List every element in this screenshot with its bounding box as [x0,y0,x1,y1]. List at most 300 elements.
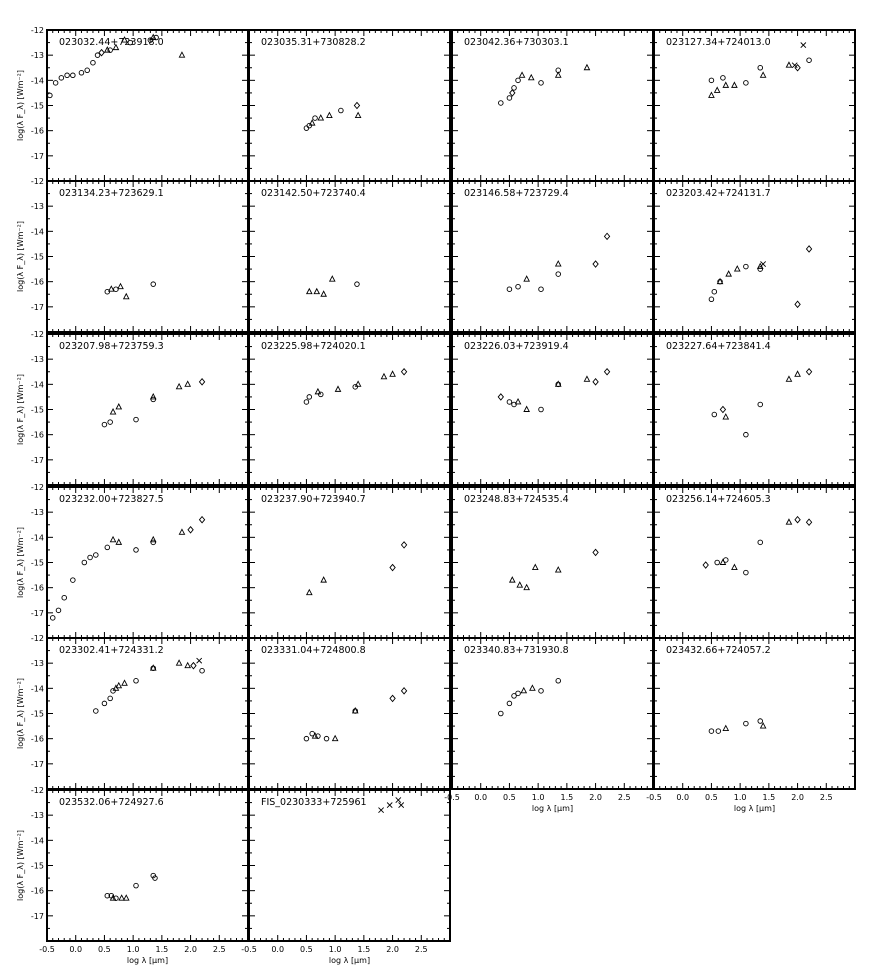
data-point-circle [353,385,358,390]
data-point-diamond [191,663,196,669]
series-cross [197,658,202,663]
series-triangle [307,577,327,595]
series-diamond [593,233,610,267]
series-triangle [312,708,357,741]
data-point-diamond [354,102,359,108]
data-point-triangle [723,726,728,731]
panel-frame [47,181,248,332]
panel-17 [31,634,248,789]
data-point-triangle [110,409,115,414]
panel-frame [654,638,855,789]
data-point-triangle [315,389,320,394]
data-point-triangle [116,404,121,409]
panel-frame [654,487,855,638]
data-point-triangle [786,376,791,381]
data-point-circle [715,560,720,565]
data-point-triangle [110,537,115,542]
panel-20 [646,638,855,802]
data-point-circle [539,81,544,86]
data-point-circle [313,116,318,121]
panel-title: 023248.83+724535.4 [464,494,569,505]
data-point-circle [318,392,323,397]
x-tick-label: 0.0 [271,945,285,954]
panel-8 [654,181,855,332]
data-point-triangle [185,663,190,668]
x-tick-label: 0.0 [676,793,690,802]
data-point-triangle [118,284,123,289]
data-point-circle [539,287,544,292]
series-diamond [401,369,406,375]
data-point-cross [801,43,806,48]
panel-frame [452,181,653,332]
y-tick-label: -17 [30,302,44,312]
data-point-cross [761,261,766,266]
y-tick-label: -12 [30,26,44,35]
data-point-circle [507,400,512,405]
y-tick-label: -14 [30,684,44,694]
data-point-circle [94,709,99,714]
data-point-circle [82,560,87,565]
data-point-triangle [735,266,740,271]
data-point-circle [304,126,309,131]
data-point-circle [507,96,512,101]
panel-22 [241,790,450,954]
series-triangle [307,276,335,296]
panel-frame [452,638,653,789]
y-tick-label: -14 [30,227,44,237]
data-point-circle [48,93,53,98]
panel-12 [654,334,855,485]
panel-frame [249,487,450,638]
y-tick-label: -16 [30,734,44,744]
data-point-triangle [519,72,524,77]
data-point-triangle [179,529,184,534]
series-diamond [703,517,812,569]
data-point-circle [88,555,93,560]
series-diamond [795,65,800,71]
series-triangle [521,685,535,693]
data-point-circle [71,73,76,78]
data-point-circle [79,70,84,75]
panel-frame [654,30,855,181]
data-point-circle [758,402,763,407]
data-point-triangle [314,289,319,294]
x-tick-label: 2.5 [414,945,428,954]
panel-13 [31,483,248,638]
data-point-circle [744,264,749,269]
y-tick-label: -17 [30,608,44,618]
panel-frame [47,487,248,638]
y-tick-label: -15 [30,252,44,262]
y-axis-label: log(λ F_λ) [Wm⁻²] [16,374,25,445]
data-point-circle [134,417,139,422]
series-triangle [510,565,561,590]
series-triangle [519,65,589,80]
data-point-triangle [179,52,184,57]
series-triangle [110,381,190,414]
series-circle [709,264,762,301]
series-triangle [720,519,791,569]
panel-frame [249,790,450,941]
y-tick-label: -15 [30,709,44,719]
series-triangle [723,371,800,419]
series-triangle [315,371,395,394]
data-point-triangle [524,585,529,590]
data-point-diamond [199,379,204,385]
data-point-circle [111,689,116,694]
data-point-triangle [119,895,124,900]
y-tick-label: -16 [30,886,44,896]
x-tick-label: 2.0 [791,793,804,802]
data-point-circle [539,407,544,412]
series-circle [507,272,560,292]
panel-title: 023035.31+730828.2 [261,37,366,48]
series-cross [761,261,766,266]
y-tick-label: -17 [30,455,44,465]
x-tick-label: 1.0 [733,793,747,802]
data-point-triangle [786,519,791,524]
panel-21 [31,786,248,954]
x-axis-label: log λ [μm] [126,956,169,965]
x-axis-label: log λ [μm] [531,804,574,813]
panel-title: 023237.90+723940.7 [261,494,366,505]
data-point-triangle [335,386,340,391]
data-point-triangle [529,75,534,80]
panel-title: 023207.98+723759.3 [59,341,164,352]
y-tick-label: -13 [30,355,44,365]
x-axis-label: log λ [μm] [328,956,371,965]
data-point-circle [758,65,763,70]
data-point-circle [91,60,96,65]
data-point-triangle [185,381,190,386]
data-point-triangle [356,113,361,118]
data-point-triangle [726,271,731,276]
data-point-triangle [533,565,538,570]
panel-frame [249,334,450,485]
data-point-triangle [510,577,515,582]
y-tick-label: -15 [30,101,44,111]
data-point-diamond [806,246,811,252]
series-circle [304,108,343,130]
data-point-circle [355,282,360,287]
data-point-triangle [732,565,737,570]
panel-title: 023340.83+731930.8 [464,645,569,656]
data-point-circle [304,400,309,405]
data-point-circle [516,691,521,696]
data-point-circle [108,420,113,425]
panel-title: FIS_0230333+725961 [261,797,367,808]
y-tick-label: -15 [30,861,44,871]
data-point-triangle [321,577,326,582]
data-point-triangle [556,72,561,77]
data-point-triangle [151,394,156,399]
panel-frame [452,334,653,485]
series-triangle [515,376,589,411]
x-tick-label: 2.0 [184,945,197,954]
data-point-diamond [510,90,515,96]
data-point-circle [709,729,714,734]
x-tick-label: 1.5 [762,793,776,802]
data-point-diamond [390,695,395,701]
panel-2 [249,30,450,181]
panel-frame [452,487,653,638]
data-point-triangle [584,376,589,381]
data-point-triangle [524,407,529,412]
data-point-diamond [806,369,811,375]
data-point-triangle [715,87,720,92]
panel-title: 023232.00+723827.5 [59,494,164,505]
series-diamond [510,90,515,96]
y-axis-label: log(λ F_λ) [Wm⁻²] [16,830,25,901]
y-tick-label: -16 [30,126,44,136]
y-tick-label: -12 [30,786,44,795]
panel-title: 023146.58+723729.4 [464,188,569,199]
data-point-cross [197,658,202,663]
data-point-circle [94,553,99,558]
x-tick-label: 0.0 [474,793,488,802]
panel-10 [249,334,450,485]
y-tick-label: -14 [30,380,44,390]
panel-title: 023226.03+723919.4 [464,341,569,352]
data-point-triangle [310,120,315,125]
series-diamond [720,369,811,413]
data-point-circle [716,729,721,734]
y-tick-label: -17 [30,759,44,769]
panel-7 [452,181,653,332]
series-diamond [188,517,205,533]
data-point-triangle [556,261,561,266]
data-point-diamond [593,379,598,385]
data-point-circle [65,73,70,78]
x-tick-label: 2.5 [819,793,833,802]
data-point-triangle [151,537,156,542]
data-point-circle [134,883,139,888]
data-point-cross [378,808,383,813]
data-point-triangle [124,895,129,900]
data-point-circle [539,689,544,694]
y-tick-label: -15 [30,405,44,415]
panel-title: 023432.66+724057.2 [666,645,771,656]
data-point-circle [134,678,139,683]
data-point-circle [56,608,61,613]
data-point-triangle [723,414,728,419]
data-point-circle [304,736,309,741]
data-point-circle [744,432,749,437]
data-point-circle [712,412,717,417]
series-diamond [390,542,407,571]
data-point-triangle [390,371,395,376]
panel-14 [249,487,450,638]
panel-title: 023331.04+724800.8 [261,645,366,656]
panel-frame [249,181,450,332]
y-tick-label: -15 [30,558,44,568]
y-axis-labels [16,70,25,901]
x-tick-label: 0.5 [503,793,516,802]
data-point-circle [307,123,312,128]
data-point-triangle [761,72,766,77]
series-circle [709,58,811,85]
panel-title: 023134.23+723629.1 [59,188,164,199]
series-circle [715,540,763,575]
data-point-triangle [521,688,526,693]
series-circle [507,382,560,412]
data-point-triangle [556,567,561,572]
data-point-diamond [593,549,598,555]
series-triangle [723,723,766,731]
data-point-circle [200,668,205,673]
panel-15 [452,487,653,638]
data-point-triangle [307,590,312,595]
x-tick-label: 2.0 [386,945,399,954]
data-point-circle [744,721,749,726]
y-tick-label: -14 [30,76,44,86]
data-point-circle [758,719,763,724]
panel-5 [31,177,248,332]
panel-19 [444,638,653,802]
y-tick-label: -12 [30,330,44,339]
data-point-diamond [703,562,708,568]
panel-title: 023256.14+724605.3 [666,494,771,505]
data-point-cross [399,803,404,808]
data-point-triangle [122,680,127,685]
data-point-circle [709,78,714,83]
panel-grid [31,26,855,954]
x-tick-label: 1.5 [560,793,574,802]
data-point-circle [516,78,521,83]
y-axis-label: log(λ F_λ) [Wm⁻²] [16,678,25,749]
data-point-triangle [109,286,114,291]
data-point-triangle [723,82,728,87]
data-point-circle [556,678,561,683]
data-point-triangle [307,289,312,294]
y-tick-label: -13 [30,202,44,212]
data-point-cross [396,797,401,802]
x-tick-label: 0.5 [300,945,313,954]
y-axis-label: log(λ F_λ) [Wm⁻²] [16,70,25,141]
data-point-triangle [786,62,791,67]
series-diamond [191,663,196,669]
data-point-triangle [795,371,800,376]
data-point-circle [53,81,58,86]
data-point-triangle [318,115,323,120]
data-point-circle [105,545,110,550]
x-tick-label: 2.5 [617,793,631,802]
panel-frame [249,30,450,181]
series-triangle [717,264,762,284]
data-point-circle [499,711,504,716]
data-point-circle [744,570,749,575]
data-point-triangle [584,65,589,70]
data-point-circle [807,58,812,63]
panel-16 [654,487,855,638]
data-point-circle [134,548,139,553]
data-point-circle [721,76,726,81]
panel-title: 023032.44+723918.0 [59,37,164,48]
series-diamond [593,549,598,555]
data-point-triangle [327,113,332,118]
data-point-cross [387,803,392,808]
series-triangle [113,660,190,690]
y-tick-label: -17 [30,151,44,161]
series-triangle [110,895,128,900]
series-cross [378,797,403,812]
panel-frame [47,30,248,181]
data-point-diamond [498,394,503,400]
data-point-diamond [795,517,800,523]
data-point-circle [507,287,512,292]
series-circle [712,402,763,437]
data-point-triangle [176,384,181,389]
data-point-diamond [593,261,598,267]
x-tick-label: 1.0 [126,945,140,954]
data-point-circle [507,701,512,706]
series-circle [304,709,357,741]
data-point-diamond [401,688,406,694]
data-point-diamond [401,542,406,548]
y-tick-label: -14 [30,836,44,846]
data-point-triangle [330,276,335,281]
panel-title: 023203.42+724131.7 [666,188,771,199]
x-tick-label: -0.5 [241,945,257,954]
y-tick-label: -13 [30,811,44,821]
data-point-triangle [124,294,129,299]
series-circle [304,385,357,405]
x-tick-label: 1.5 [357,945,371,954]
panel-title: 023225.98+724020.1 [261,341,366,352]
series-triangle [524,261,561,281]
panel-frame [654,334,855,485]
y-axis-label: log(λ F_λ) [Wm⁻²] [16,527,25,598]
y-tick-label: -17 [30,911,44,921]
data-point-circle [102,422,107,427]
panel-title: 023042.36+730303.1 [464,37,569,48]
panel-title: 023302.41+724331.2 [59,645,164,656]
data-point-circle [499,101,504,106]
panel-title: 023532.06+724927.6 [59,797,164,808]
data-point-circle [339,108,344,113]
x-tick-label: 1.0 [531,793,545,802]
panel-9 [31,330,248,485]
x-tick-label: 1.5 [155,945,169,954]
data-point-circle [62,595,67,600]
y-tick-label: -12 [30,483,44,492]
series-diamond [795,246,812,308]
x-tick-label: 0.0 [69,945,83,954]
panel-frame [47,334,248,485]
y-tick-label: -12 [30,634,44,643]
data-point-diamond [199,517,204,523]
data-point-diamond [390,564,395,570]
data-point-triangle [515,399,520,404]
series-diamond [390,688,407,702]
x-tick-label: -0.5 [646,793,662,802]
series-triangle [109,284,129,299]
panel-title: 023127.34+724013.0 [666,37,771,48]
panel-title: 023227.64+723841.4 [666,341,771,352]
series-circle [50,540,155,620]
data-point-triangle [732,82,737,87]
data-point-diamond [720,406,725,412]
data-point-diamond [188,527,193,533]
data-point-circle [744,81,749,86]
panel-4 [654,30,855,181]
y-axis-label: log(λ F_λ) [Wm⁻²] [16,221,25,292]
data-point-circle [712,289,717,294]
panel-frame [47,790,248,941]
data-point-circle [85,68,90,73]
data-point-circle [516,284,521,289]
panel-frame [654,181,855,332]
